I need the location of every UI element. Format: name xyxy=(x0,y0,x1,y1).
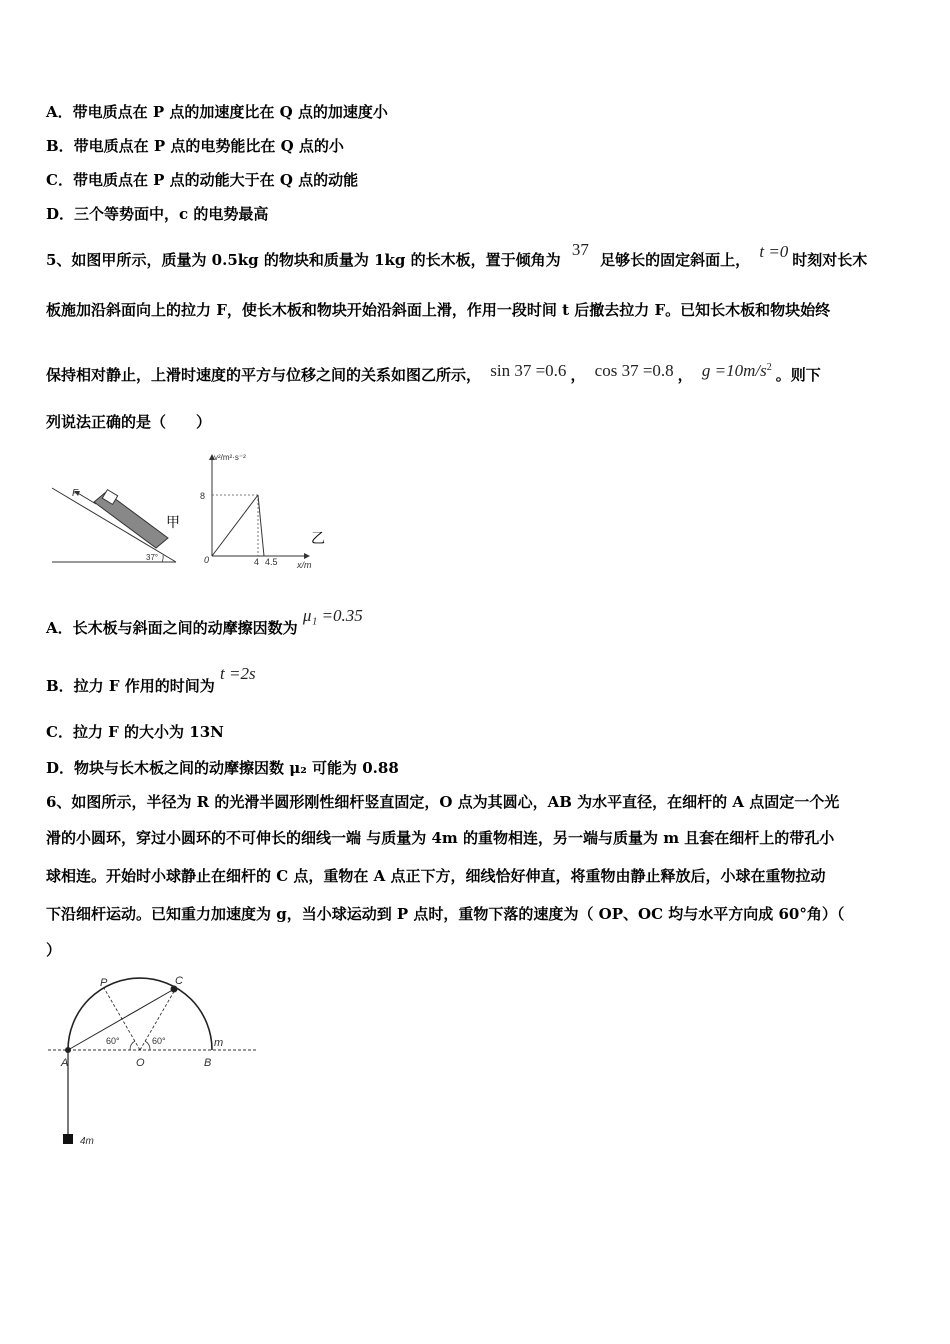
figure-q6-semicircle xyxy=(44,972,264,1152)
t-equals-0: t =0 xyxy=(759,242,789,261)
force-arrow xyxy=(76,492,96,504)
tick-x-4.5: 4.5 xyxy=(265,557,278,567)
figure-yi-graph xyxy=(198,450,333,572)
figure-jia-caption: 甲 xyxy=(166,515,180,531)
q5-stem-line4: 列说法正确的是（ ） xyxy=(46,413,212,431)
label-p: P xyxy=(100,977,108,989)
y-axis-label: v²/m²·s⁻² xyxy=(214,453,246,462)
incline-angle-label: 37° xyxy=(146,553,159,562)
label-a: A xyxy=(61,1057,69,1069)
q5-option-a: A．长木板与斜面之间的动摩擦因数为 μ₁ =0.35 xyxy=(46,606,363,637)
x-axis-label: x/m xyxy=(297,560,312,570)
q4-option-b: B．带电质点在 P 点的电势能比在 Q 点的小 xyxy=(46,137,344,155)
q5-stem-line1: 5、如图甲所示，质量为 0.5kg 的物块和质量为 1kg 的长木板，置于倾角为 37 足够长的固定斜面上， t =0 时刻对长木 xyxy=(46,240,868,269)
angle-arc-p xyxy=(130,1041,135,1050)
q5-option-d: D．物块与长木板之间的动摩擦因数 μ₂ 可能为 0.88 xyxy=(46,759,399,777)
q5-stem-line2: 板施加沿斜面向上的拉力 F，使长木板和物块开始沿斜面上滑，作用一段时间 t 后撤去拉力 F。已知长木板和物块始终 xyxy=(46,301,831,319)
q6-stem-line2: 滑的小圆环，穿过小圆环的不可伸长的细线一端 与质量为 4m 的重物相连，另一端与质量为 m 且套在细杆上的带孔小 xyxy=(46,829,835,847)
label-o: O xyxy=(136,1057,145,1069)
q4-option-d: D．三个等势面中，c 的电势最高 xyxy=(46,205,269,223)
x-axis-arrow xyxy=(304,553,310,559)
tick-y-8: 8 xyxy=(200,491,206,501)
force-label: F xyxy=(72,488,79,499)
q6-stem-line1: 6、如图所示，半径为 R 的光滑半圆形刚性细杆竖直固定，O 点为其圆心，AB 为水平直径，在细杆的 A 点固定一个光 xyxy=(46,793,840,811)
label-b: B xyxy=(204,1057,212,1069)
q4-option-a: A．带电质点在 P 点的加速度比在 Q 点的加速度小 xyxy=(46,103,388,121)
origin-label: 0 xyxy=(204,555,210,565)
semicircle-rod xyxy=(68,978,212,1050)
weight-block xyxy=(63,1134,73,1144)
angle-arc xyxy=(162,555,163,562)
label-angle-60-right: 60° xyxy=(152,1036,166,1046)
label-m: m xyxy=(214,1037,224,1049)
q6-stem-line3: 球相连。开始时小球静止在细杆的 C 点，重物在 A 点正下方，细线恰好伸直，将重物由静止释放后，小球在重物拉动 xyxy=(46,867,826,885)
series-decel-segment xyxy=(258,495,264,556)
t-2s-value: t =2s xyxy=(220,664,256,683)
series-accel-segment xyxy=(212,495,258,556)
g-value: g =10m/s xyxy=(701,361,767,380)
label-weight-4m: 4m xyxy=(80,1136,94,1147)
cos37-value: cos 37 =0.8 xyxy=(594,361,674,380)
q5-option-c: C．拉力 F 的大小为 13N xyxy=(46,723,224,741)
label-angle-60-left: 60° xyxy=(106,1036,120,1046)
angle-arc-c xyxy=(145,1041,150,1050)
label-c: C xyxy=(175,975,183,987)
q4-option-c: C．带电质点在 P 点的动能大于在 Q 点的动能 xyxy=(46,171,359,189)
ring-a xyxy=(65,1047,71,1053)
q5-stem-line3: 保持相对静止，上滑时速度的平方与位移之间的关系如图乙所示， sin 37 =0.6 ， cos 37 =0.8 ， $g =10m/s^2$ 。则下 xyxy=(46,361,821,384)
q5-option-b: B．拉力 F 作用的时间为 t =2s xyxy=(46,664,256,695)
sin37-value: sin 37 =0.6 xyxy=(490,361,567,380)
tick-x-4: 4 xyxy=(254,557,260,567)
q6-stem-line5: ） xyxy=(46,941,62,959)
mu1-value: μ₁ =0.35 xyxy=(302,606,363,625)
q6-stem-line4: 下沿细杆运动。已知重力加速度为 g，当小球运动到 P 点时，重物下落的速度为（ OP、OC 均与水平方向成 60°角）（ xyxy=(46,905,845,923)
angle-37: 37 xyxy=(571,240,589,259)
figure-yi-caption: 乙 xyxy=(311,531,325,547)
